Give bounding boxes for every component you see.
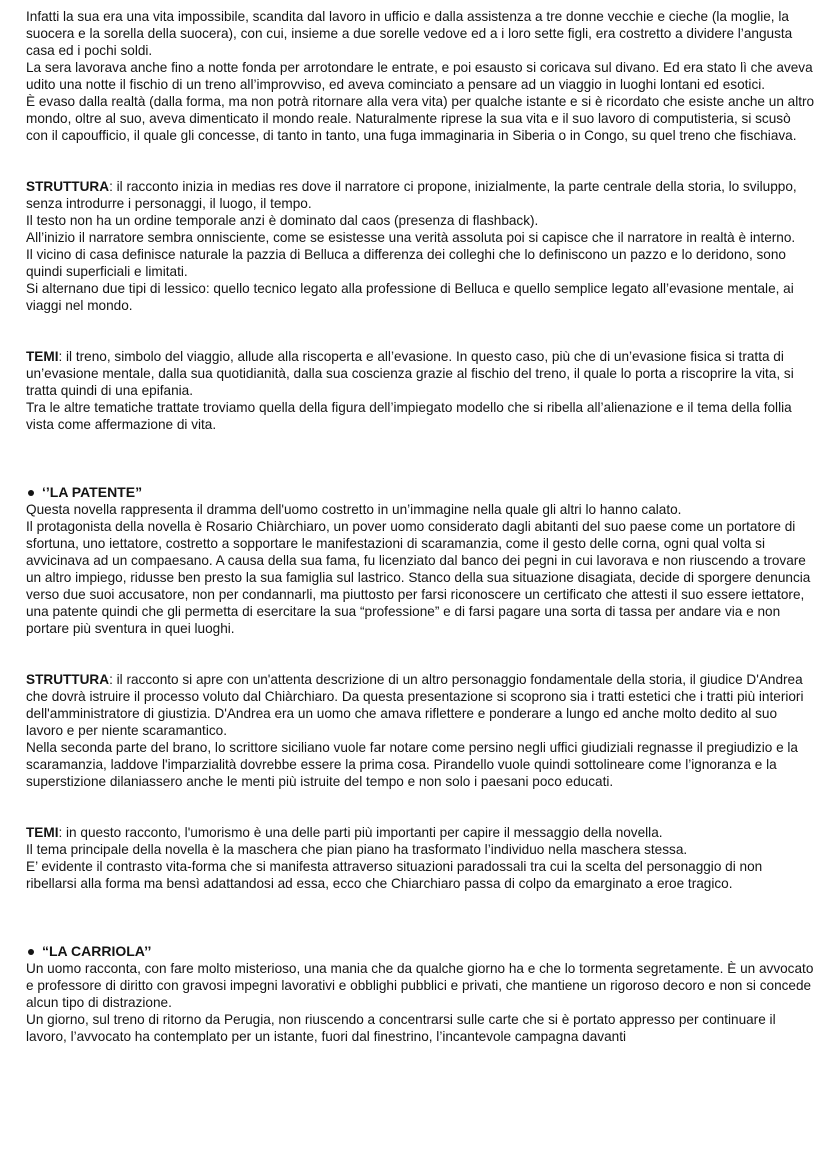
section-label: TEMI	[26, 349, 59, 364]
paragraph: Un giorno, sul treno di ritorno da Perugia, non riuscendo a concentrarsi sulle carte che si è portato appresso per continuare il lavoro, l’avvocato ha contemplato per un istante, fuori dal finestrino, l’incantevole campagna davanti	[26, 1012, 776, 1044]
struttura-section-1	[26, 178, 816, 314]
heading-text: ‘’LA PATENTE”	[42, 484, 143, 500]
section-label: TEMI	[26, 825, 59, 840]
bullet-icon	[28, 949, 34, 955]
temi-section-1	[26, 348, 816, 433]
paragraph: La sera lavorava anche fino a notte fonda per arrotondare le entrate, e poi esausto si coricava sul divano. Ed era stato lì che aveva udito una notte il fischio di un treno all’improvviso, ed aveva cominciato a pensare ad un viaggio in luoghi lontani ed esotici.	[26, 60, 813, 92]
paragraph: Il vicino di casa definisce naturale la pazzia di Belluca a differenza dei colleghi che lo definiscono un pazzo e lo deridono, sono quindi superficiali e limitati.	[26, 247, 786, 279]
struttura-section-2	[26, 671, 816, 790]
paragraph	[26, 671, 816, 739]
paragraph: Il tema principale della novella è la maschera che pian piano ha trasformato l’individuo nella maschera stessa.	[26, 842, 688, 857]
temi-section-2	[26, 824, 816, 892]
paragraph: È evaso dalla realtà (dalla forma, ma non potrà ritornare alla vera vita) per qualche istante e si è ricordato che esiste anche un altro mondo, oltre al suo, aveva dimenticato il mondo reale. Naturalmente riprese la sua vita e il suo lavoro di computisteria, si scusò con il capoufficio, il quale gli concesse, di tanto in tanto, una fuga immaginaria in Siberia o in Congo, su quel treno che fischiava.	[26, 94, 815, 143]
paragraph	[26, 824, 816, 841]
heading-la-carriola	[26, 943, 816, 960]
patente-section	[26, 501, 816, 637]
intro-section	[26, 8, 816, 144]
paragraph: Nella seconda parte del brano, lo scrittore siciliano vuole far notare come persino negli uffici giudiziali regnasse il pregiudizio e la scaramanzia, laddove l'imparzialità dovrebbe essere la prima cosa. Pirandello vuole quindi sottolineare come l’ignoranza e la superstizione dilaniassero anche le menti più istruite del tempo e non solo i paesani poco educati.	[26, 740, 798, 789]
paragraph: All’inizio il narratore sembra onnisciente, come se esistesse una verità assoluta poi si capisce che il narratore in realtà è interno.	[26, 230, 796, 245]
heading-text: “LA CARRIOLA’’	[42, 943, 152, 959]
paragraph	[26, 178, 816, 212]
carriola-section	[26, 960, 816, 1045]
document-page	[26, 8, 816, 1045]
paragraph: Questa novella rappresenta il dramma dell'uomo costretto in un’immagine nella quale gli altri lo hanno calato.	[26, 502, 682, 517]
paragraph-text: : il racconto inizia in medias res dove il narratore ci propone, inizialmente, la parte centrale della storia, lo sviluppo, senza introdurre i personaggi, il luogo, il tempo.	[26, 179, 797, 211]
paragraph: Tra le altre tematiche trattate troviamo quella della figura dell’impiegato modello che si ribella all’alienazione e il tema della follia vista come affermazione di vita.	[26, 400, 792, 432]
paragraph: Infatti la sua era una vita impossibile, scandita dal lavoro in ufficio e dalla assistenza a tre donne vecchie e cieche (la moglie, la suocera e la sorella della suocera), con cui, insieme a due sorelle vedove ed a i loro sette figli, era costretto a dividere l’angusta casa ed i pochi soldi.	[26, 9, 793, 58]
section-label: STRUTTURA	[26, 179, 110, 194]
heading-la-patente	[26, 484, 816, 501]
paragraph	[26, 348, 816, 399]
bullet-icon	[28, 490, 34, 496]
paragraph: Il testo non ha un ordine temporale anzi è dominato dal caos (presenza di flashback).	[26, 213, 539, 228]
paragraph: Il protagonista della novella è Rosario Chiàrchiaro, un pover uomo considerato dagli abitanti del suo paese come un portatore di sfortuna, uno iettatore, costretto a sopportare le manifestazioni di scaramanzia, come il gesto delle corna, ogni qual volta si avvicinava ad un compaesano. A causa della sua fama, fu licenziato dal banco dei pegni in cui lavorava e non riuscendo a trovare un altro impiego, ridusse ben presto la sua famiglia sul lastrico. Stanco della sua situazione disagiata, decide di sporgere denuncia verso due suoi accusatore, non per condannarli, ma piuttosto per farsi riconoscere un certificato che attesti il suo essere iettatore, una patente quindi che gli permetta di esercitare la sua “professione” e di farsi pagare una sorta di tassa per andare via e non portare più sventura in quei luoghi.	[26, 519, 811, 636]
section-label: STRUTTURA	[26, 672, 110, 687]
paragraph: E’ evidente il contrasto vita-forma che si manifesta attraverso situazioni paradossali tra cui la scelta del personaggio di non ribellarsi alla forma ma bensì adattandosi ad essa, ecco che Chiarchiaro passa di colpo da emarginato a eroe tragico.	[26, 859, 763, 891]
paragraph-text: : il treno, simbolo del viaggio, allude alla riscoperta e all’evasione. In questo caso, più che di un’evasione fisica si tratta di un’evasione mentale, dalla sua quotidianità, dalla sua coscienza grazie al fischio del treno, il quale lo porta a riscoprire la vita, si tratta quindi di una epifania.	[26, 349, 794, 398]
paragraph: Si alternano due tipi di lessico: quello tecnico legato alla professione di Belluca e quello semplice legato all’evasione mentale, ai viaggi nel mondo.	[26, 281, 794, 313]
paragraph-text: : il racconto si apre con un'attenta descrizione di un altro personaggio fondamentale della storia, il giudice D'Andrea che dovrà istruire il processo voluto dal Chiàrchiaro. Da questa presentazione si scoprono sia i tratti estetici che i tratti più interiori dell'amministratore di giustizia. D'Andrea era un uomo che amava riflettere e ponderare a lungo ed anche molto dedito al suo lavoro e per niente scaramantico.	[26, 672, 804, 738]
paragraph-text: : in questo racconto, l'umorismo è una delle parti più importanti per capire il messaggio della novella.	[58, 825, 663, 840]
paragraph: Un uomo racconta, con fare molto misterioso, una mania che da qualche giorno ha e che lo tormenta segretamente. È un avvocato e professore di diritto con gravosi impegni lavorativi e obblighi pubblici e privati, che mantiene un rigoroso decoro e non si concede alcun tipo di distrazione.	[26, 961, 814, 1010]
